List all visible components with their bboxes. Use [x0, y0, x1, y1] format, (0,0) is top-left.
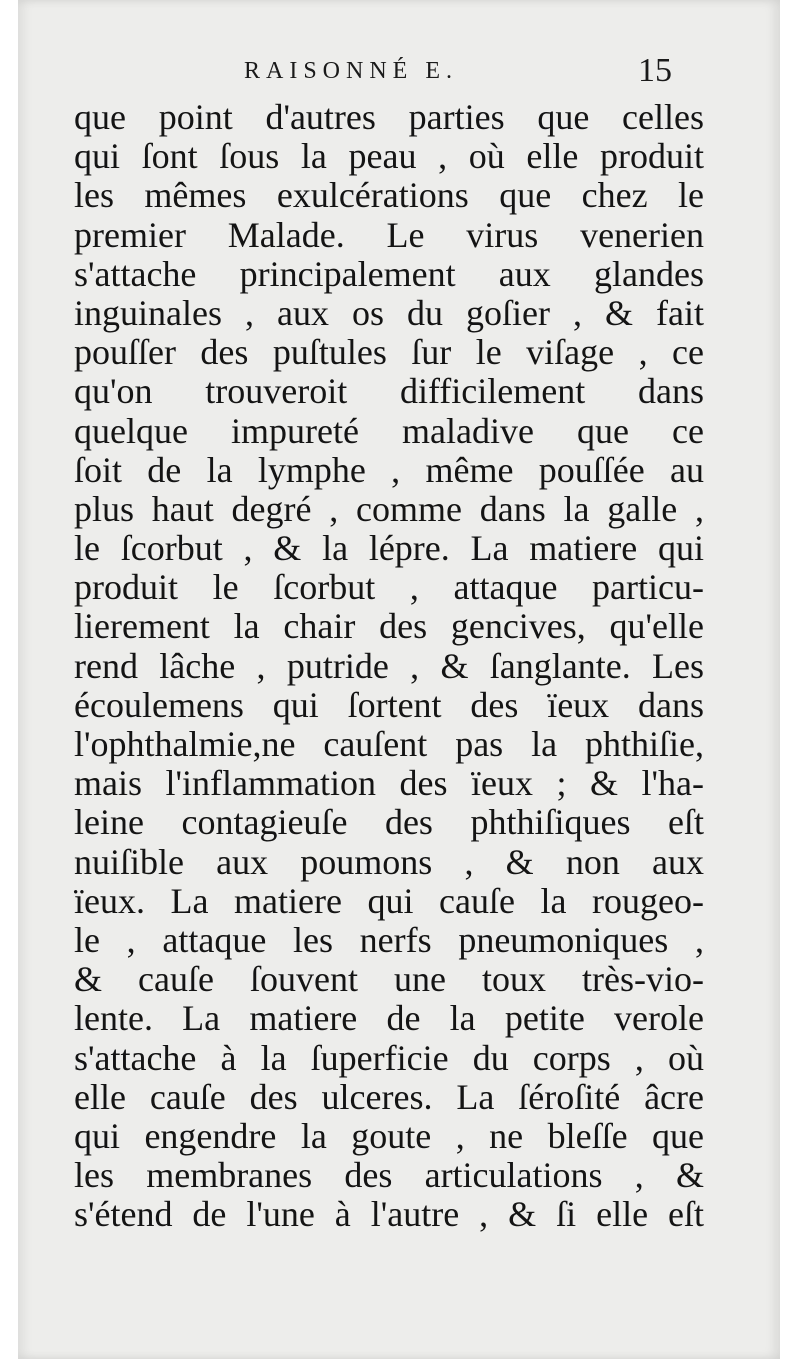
text-line: leine contagieuſe des phthiſiques eſt: [74, 802, 704, 843]
text-line: que point d'autres parties que celles: [74, 97, 704, 137]
text-line: premier Malade. Le virus venerien: [74, 214, 704, 255]
text-line: pouſſer des puſtules ſur le viſage , ce: [74, 332, 704, 373]
text-line: qui ſont ſous la peau , où elle produit: [74, 136, 704, 177]
text-line: les mêmes exulcérations que chez le: [74, 175, 704, 216]
body-text: [74, 98, 704, 1234]
text-line: s'attache principalement aux glandes: [74, 253, 704, 294]
text-line: ſoit de la lymphe , même pouſſée au: [74, 449, 704, 490]
text-line: lierement la chair des gencives, qu'elle: [74, 606, 704, 647]
text-line: ïeux. La matiere qui cauſe la rougeo-: [74, 880, 704, 921]
text-line: produit le ſcorbut , attaque particu-: [74, 567, 704, 608]
text-line: l'ophthalmie,ne cauſent pas la phthiſie,: [74, 724, 704, 764]
text-line: mais l'inflammation des ïeux ; & l'ha-: [74, 763, 704, 804]
text-line: rend lâche , putride , & ſanglante. Les: [74, 645, 704, 686]
text-line: s'attache à la ſuperficie du corps , où: [74, 1037, 704, 1078]
page-header: [18, 52, 780, 96]
text-line: plus haut degré , comme dans la galle ,: [74, 488, 704, 529]
text-line: qu'on trouveroit difficilement dans: [74, 371, 704, 412]
text-line: le ſcorbut , & la lépre. La matiere qui: [74, 528, 704, 569]
text-line: qui engendre la goute , ne bleſſe que: [74, 1115, 704, 1156]
running-head: RAISONNÉ E.: [244, 58, 458, 84]
text-line: inguinales , aux os du goſier , & fait: [74, 292, 704, 333]
text-line: écoulemens qui ſortent des ïeux dans: [74, 684, 704, 725]
text-line: le , attaque les nerfs pneumoniques ,: [74, 919, 704, 960]
text-line: quelque impureté maladive que ce: [74, 410, 704, 451]
text-line: nuiſible aux poumons , & non aux: [74, 841, 704, 882]
text-line: les membranes des articulations , &: [74, 1155, 704, 1196]
page-number: 15: [638, 52, 672, 89]
book-page: [18, 0, 780, 1359]
text-line: elle cauſe des ulceres. La ſéroſité âcre: [74, 1076, 704, 1117]
text-line: s'étend de l'une à l'autre , & ſi elle eſt: [74, 1194, 704, 1235]
text-line: & cauſe ſouvent une toux très-vio-: [74, 959, 704, 1000]
text-line: lente. La matiere de la petite verole: [74, 998, 704, 1039]
